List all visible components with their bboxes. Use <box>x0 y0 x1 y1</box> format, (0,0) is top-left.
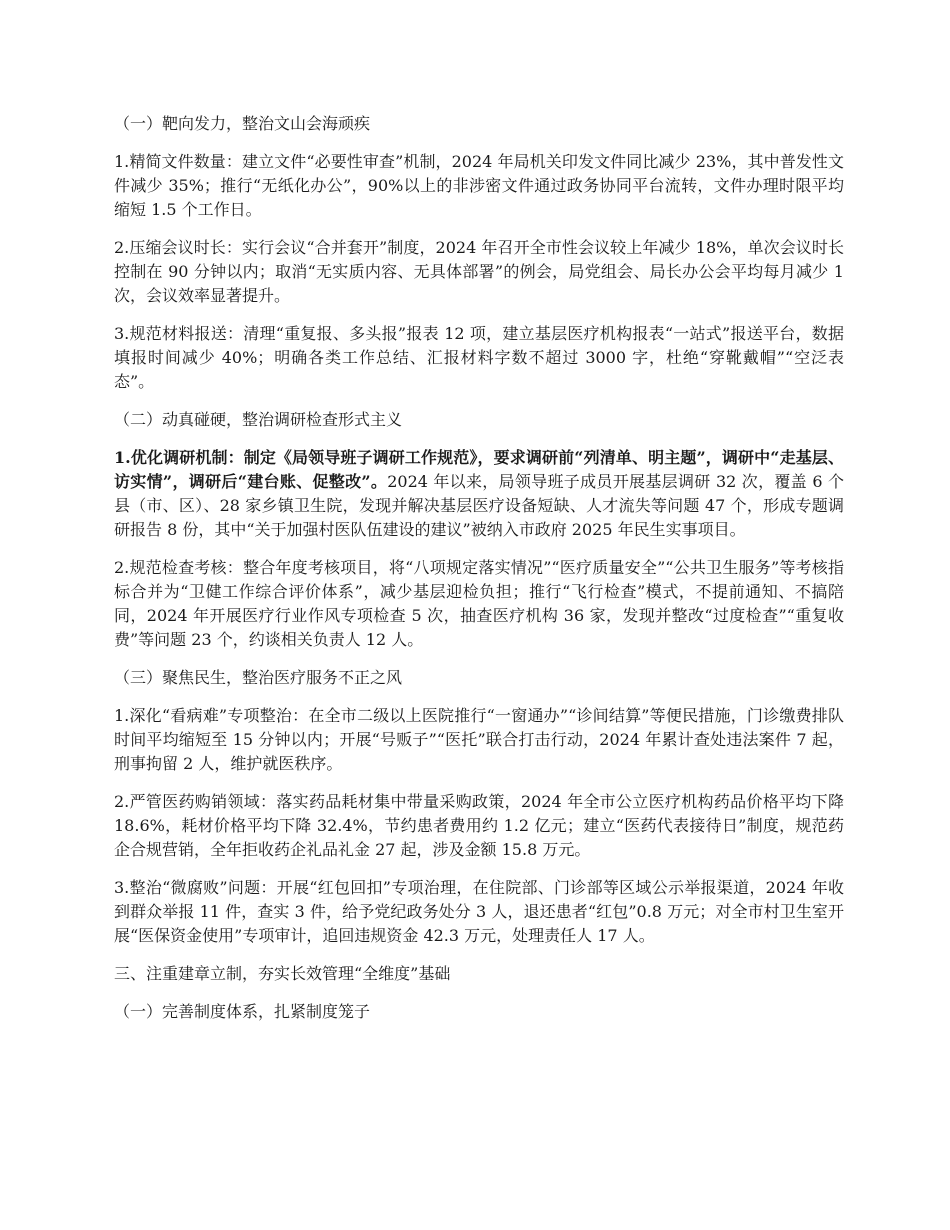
paragraph <box>114 446 844 542</box>
paragraph <box>114 556 844 652</box>
paragraph-text: 1.深化“看病难”专项整治：在全市二级以上医院推行“一窗通办”“诊间结算”等便民措施，门诊缴费排队时间平均缩短至 15 分钟以内；开展“号贩子”“医托”联合打击行动，2024 年累计查处违法案件 7 起，刑事拘留 2 人，维护就医秩序。 <box>114 706 844 773</box>
section-heading-3: （三）聚焦民生，整治医疗服务不正之风 <box>114 668 403 687</box>
paragraph <box>114 322 844 394</box>
paragraph-text: 3.规范材料报送：清理“重复报、多头报”报表 12 项，建立基层医疗机构报表“一站式”报送平台，数据填报时间减少 40%；明确各类工作总结、汇报材料字数不超过 3000 字，杜绝“穿靴戴帽”“空泛表态”。 <box>114 324 844 391</box>
paragraph <box>114 150 844 222</box>
section-heading-1: （一）靶向发力，整治文山会海顽疾 <box>114 114 371 133</box>
paragraph-text: 2.严管医药购销领域：落实药品耗材集中带量采购政策，2024 年全市公立医疗机构药品价格平均下降 18.6%，耗材价格平均下降 32.4%，节约患者费用约 1.2 亿元；建立“医药代表接待日”制度，规范药企合规营销，全年拒收药企礼品礼金 27 起，涉及金额 15.8 万元。 <box>114 792 844 859</box>
chapter-heading: 三、注重建章立制，夯实长效管理“全维度”基础 <box>114 964 451 983</box>
paragraph <box>114 790 844 862</box>
document-body <box>114 112 844 1038</box>
paragraph <box>114 236 844 308</box>
paragraph-text: 1.精简文件数量：建立文件“必要性审查”机制，2024 年局机关印发文件同比减少 23%，其中普发性文件减少 35%；推行“无纸化办公”，90%以上的非涉密文件通过政务协同平台流转，文件办理时限平均缩短 1.5 个工作日。 <box>114 152 844 219</box>
paragraph-text: 3.整治“微腐败”问题：开展“红包回扣”专项治理，在住院部、门诊部等区域公示举报渠道，2024 年收到群众举报 11 件，查实 3 件，给予党纪政务处分 3 人，退还患者“红包”0.8 万元；对全市村卫生室开展“医保资金使用”专项审计，追回违规资金 42.3 万元，处理责任人 17 人。 <box>114 878 844 945</box>
subsection-heading: （一）完善制度体系，扎紧制度笼子 <box>114 1002 371 1021</box>
paragraph-text: 2.规范检查考核：整合年度考核项目，将“八项规定落实情况”“医疗质量安全”“公共卫生服务”等考核指标合并为“卫健工作综合评价体系”，减少基层迎检负担；推行“飞行检查”模式，不提前通知、不搞陪同，2024 年开展医疗行业作风专项检查 5 次，抽查医疗机构 36 家，发现并整改“过度检查”“重复收费”等问题 23 个，约谈相关负责人 12 人。 <box>114 558 844 649</box>
paragraph-text: 2024 年以来，局领导班子成员开展基层调研 32 次，覆盖 6 个县（市、区）、28 家乡镇卫生院，发现并解决基层医疗设备短缺、人才流失等问题 47 个，形成专题调研报告 8 份，其中“关于加强村医队伍建设的建议”被纳入市政府 2025 年民生实事项目。 <box>114 472 844 539</box>
paragraph <box>114 704 844 776</box>
section-heading-2: （二）动真碰硬，整治调研检查形式主义 <box>114 410 403 429</box>
paragraph <box>114 876 844 948</box>
paragraph-bold-lead: 1.优化调研机制：制定《局领导班子调研工作规范》，要求调研前“列清单、明主题”，调研中“走基层、访实情”，调研后“建台账、促整改”。 <box>114 448 844 491</box>
paragraph-text: 2.压缩会议时长：实行会议“合并套开”制度，2024 年召开全市性会议较上年减少 18%，单次会议时长控制在 90 分钟以内；取消“无实质内容、无具体部署”的例会，局党组会、局长办公会平均每月减少 1 次，会议效率显著提升。 <box>114 238 844 305</box>
